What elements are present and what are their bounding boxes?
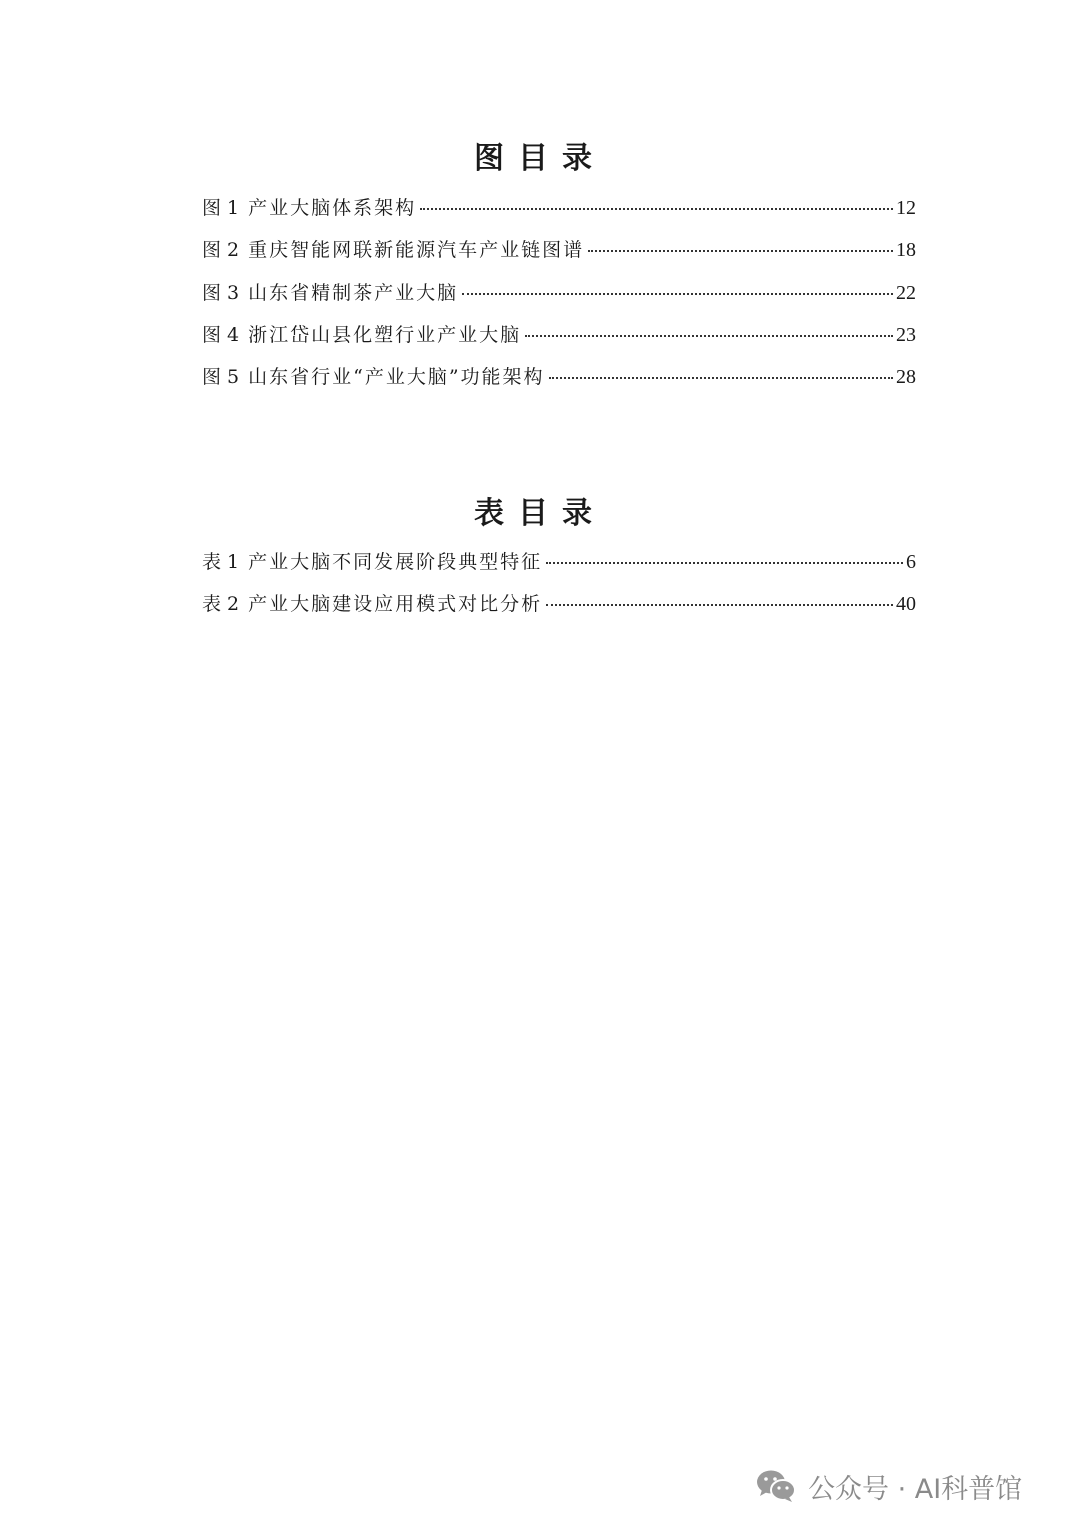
toc-entry-text: 产业大脑不同发展阶段典型特征 bbox=[248, 551, 543, 573]
toc-entry-text: 山东省精制茶产业大脑 bbox=[248, 281, 459, 304]
figures-section-title: 图目录 bbox=[474, 141, 606, 176]
toc-entry-number: 1 bbox=[227, 197, 240, 219]
watermark-text: 公众号 · AI科普馆 bbox=[808, 1473, 1023, 1505]
toc-entry-page: 18 bbox=[896, 239, 916, 262]
toc-entry-number: 5 bbox=[227, 366, 240, 389]
tables-section-title: 表目录 bbox=[474, 496, 606, 531]
toc-entry-label: 图 1 产业大脑体系架构 bbox=[202, 197, 417, 219]
toc-dot-leader bbox=[549, 377, 893, 379]
toc-entry-label: 图 2 重庆智能网联新能源汽车产业链图谱 bbox=[202, 239, 585, 262]
toc-entry-label: 图 4 浙江岱山县化塑行业产业大脑 bbox=[202, 323, 522, 346]
watermark bbox=[756, 1466, 1022, 1506]
toc-dot-leader bbox=[525, 335, 893, 337]
toc-entry-page: 28 bbox=[896, 366, 916, 389]
toc-entry[interactable] bbox=[202, 193, 916, 235]
toc-dot-leader bbox=[588, 250, 893, 252]
toc-entry-label: 图 5 山东省行业“产业大脑”功能架构 bbox=[202, 366, 545, 389]
toc-dot-leader bbox=[546, 604, 893, 606]
toc-entry[interactable] bbox=[202, 589, 916, 631]
toc-entry-page: 40 bbox=[896, 593, 916, 616]
toc-entry-text: 产业大脑体系架构 bbox=[248, 197, 417, 219]
toc-dot-leader bbox=[420, 208, 893, 210]
figures-list bbox=[202, 193, 916, 404]
toc-entry-label: 表 1 产业大脑不同发展阶段典型特征 bbox=[202, 551, 543, 573]
tables-list bbox=[202, 547, 916, 632]
toc-entry-text: 浙江岱山县化塑行业产业大脑 bbox=[248, 323, 522, 346]
toc-entry[interactable] bbox=[202, 320, 916, 362]
toc-entry-text: 山东省行业“产业大脑”功能架构 bbox=[248, 366, 545, 389]
toc-entry-label: 表 2 产业大脑建设应用模式对比分析 bbox=[202, 593, 543, 616]
toc-entry-number: 4 bbox=[227, 323, 240, 346]
toc-entry-label: 图 3 山东省精制茶产业大脑 bbox=[202, 281, 459, 304]
toc-entry-page: 22 bbox=[896, 281, 916, 304]
toc-entry-number: 1 bbox=[227, 551, 240, 573]
toc-entry-page: 12 bbox=[896, 197, 916, 219]
toc-entry[interactable] bbox=[202, 362, 916, 404]
toc-dot-leader bbox=[546, 562, 903, 564]
toc-entry-text: 产业大脑建设应用模式对比分析 bbox=[248, 593, 543, 616]
toc-entry-number: 2 bbox=[227, 593, 240, 616]
wechat-icon bbox=[756, 1469, 796, 1503]
toc-entry[interactable] bbox=[202, 547, 916, 589]
toc-entry-number: 3 bbox=[227, 281, 240, 304]
toc-dot-leader bbox=[462, 293, 893, 295]
toc-entry-page: 6 bbox=[906, 551, 916, 573]
toc-entry-text: 重庆智能网联新能源汽车产业链图谱 bbox=[248, 239, 585, 262]
toc-entry-number: 2 bbox=[227, 239, 240, 262]
toc-entry[interactable] bbox=[202, 278, 916, 320]
toc-entry-page: 23 bbox=[896, 323, 916, 346]
toc-entry[interactable] bbox=[202, 235, 916, 277]
